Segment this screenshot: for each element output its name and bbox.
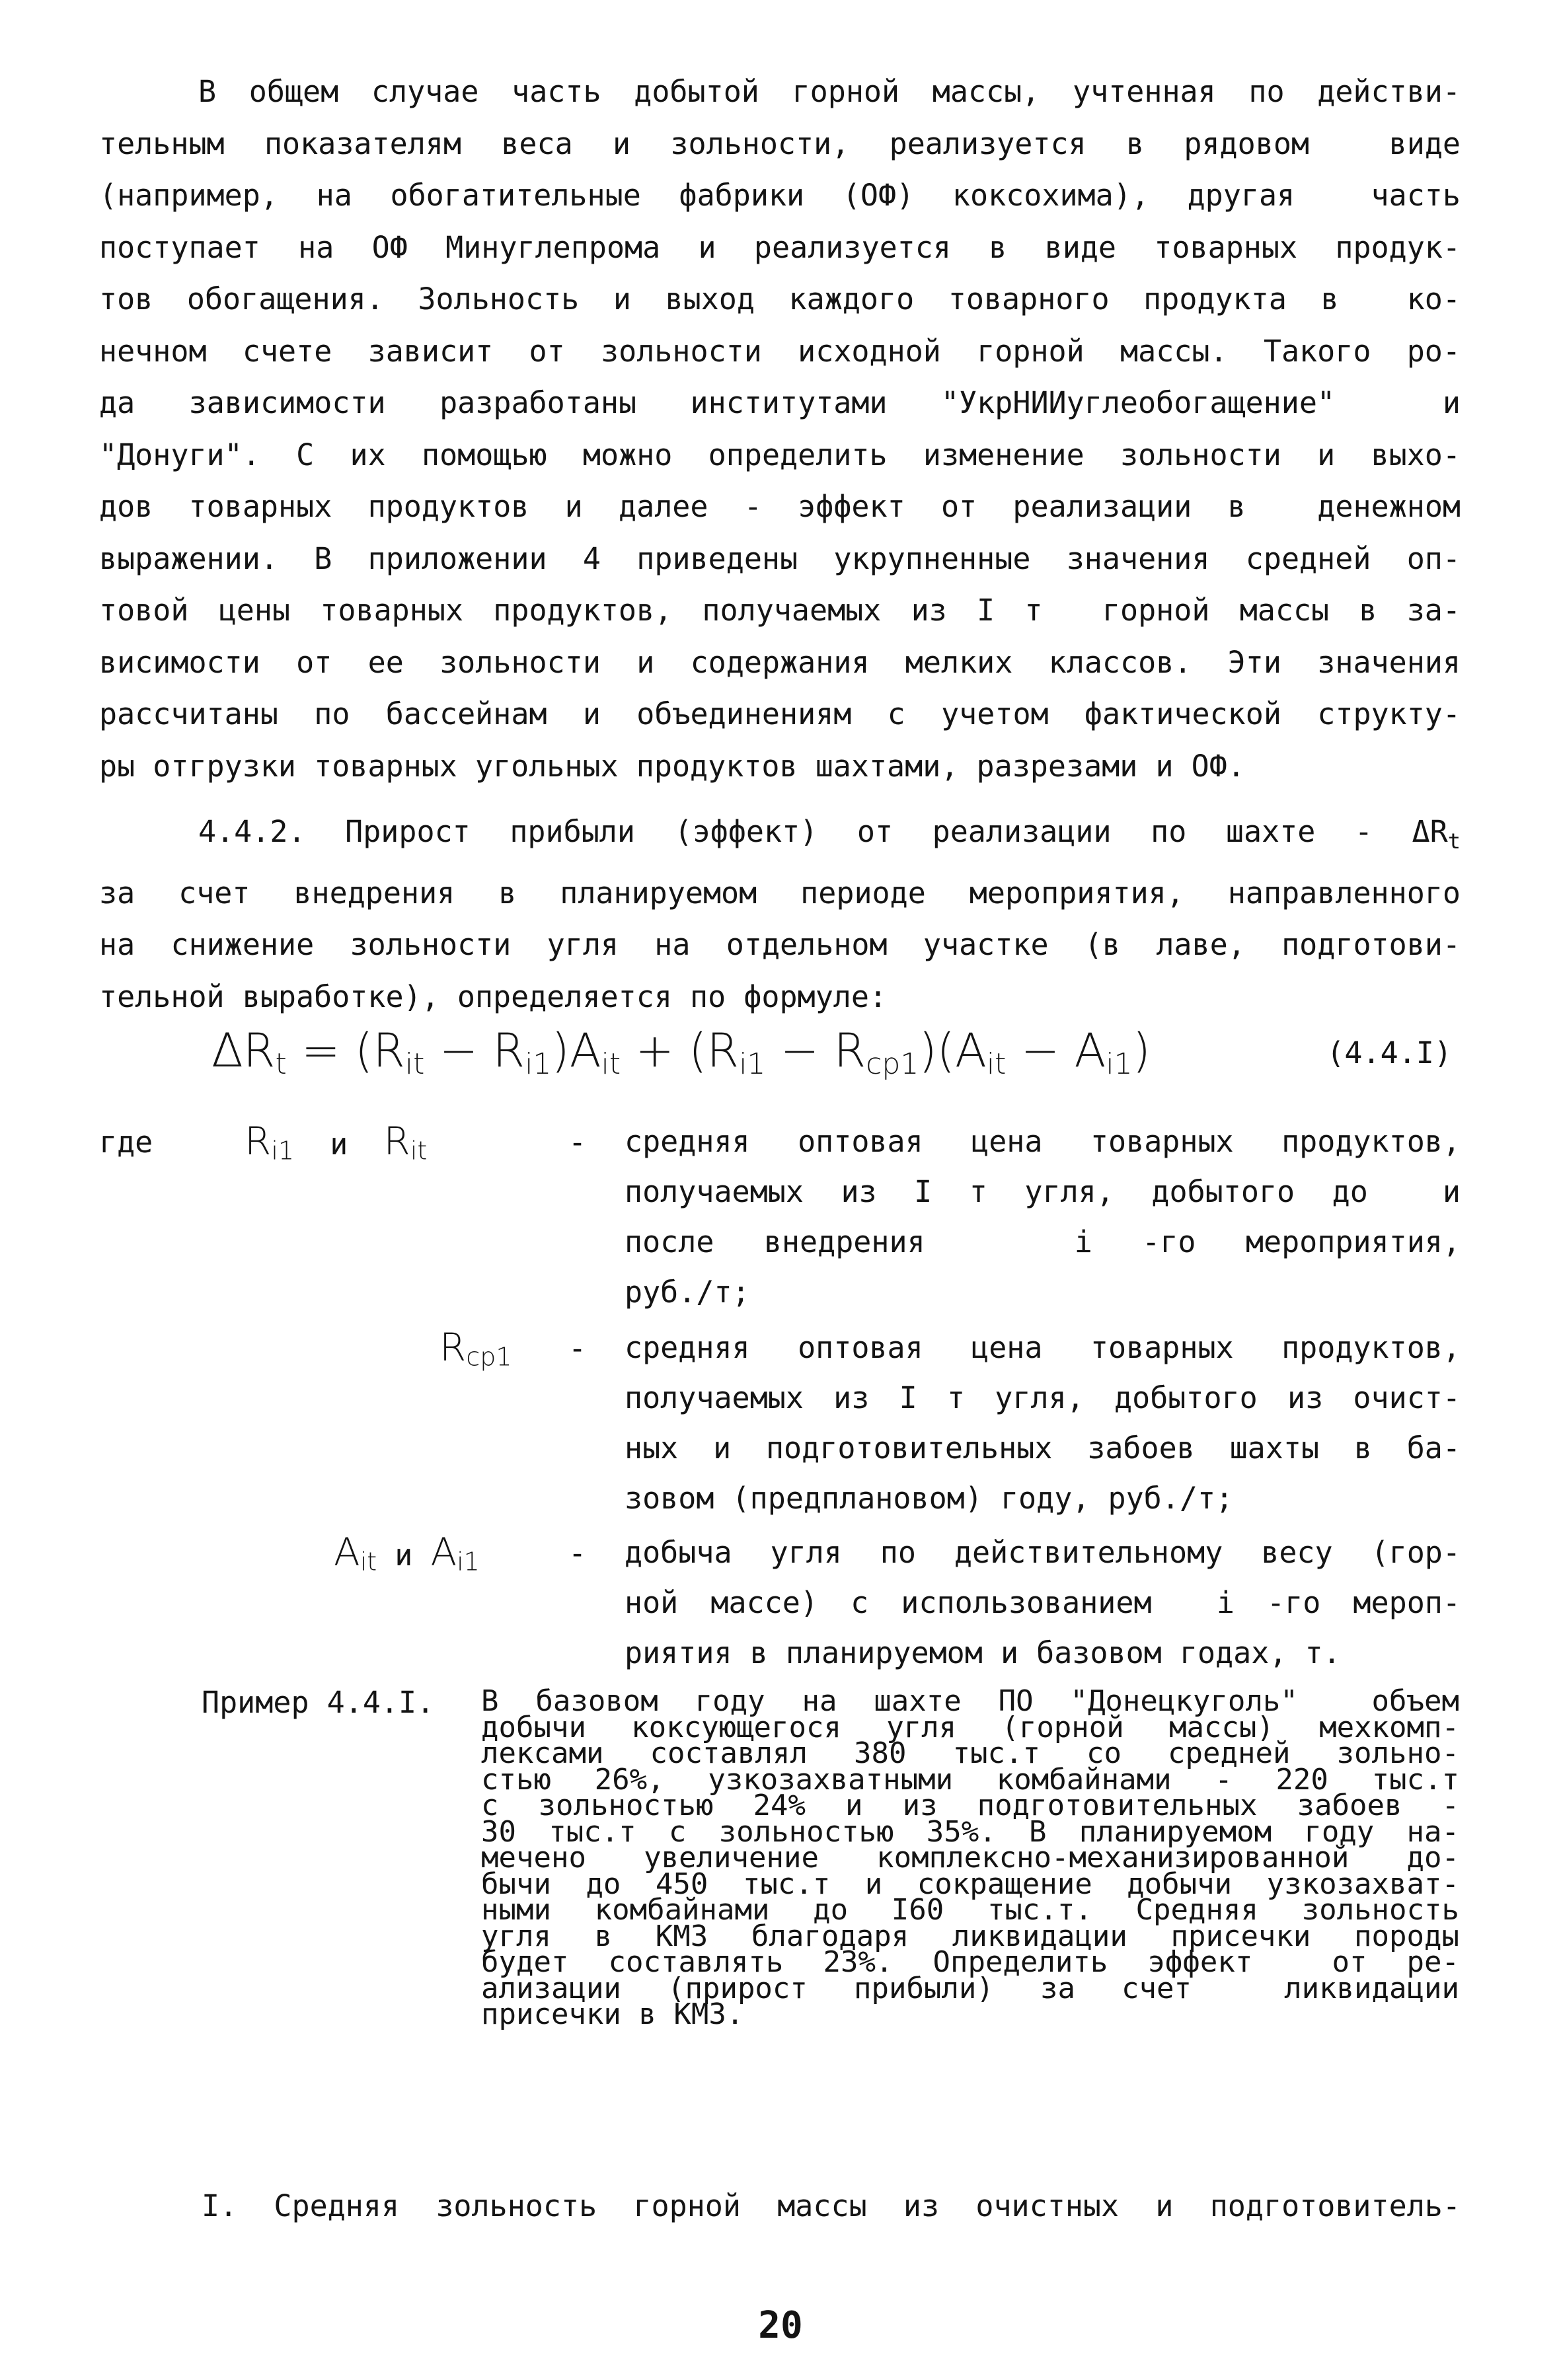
paragraph-line: (например, на обогатительные фабрики (ОФ) коксохима), другая часть [99,178,1461,213]
paragraph-line: висимости от ее зольности и содержания мелких классов. Эти значения [99,644,1461,680]
paragraph-line: за счет внедрения в планируемом периоде мероприятия, направленного [99,875,1461,911]
example-line: лексами составлял 380 тыс.т со средней зольно- [481,1736,1459,1770]
example-line: стью 26%, узкозахватными комбайнами - 220 тыс.т [481,1762,1459,1797]
definition-text [625,1117,1461,1318]
definition-symbol [334,1526,480,1588]
symbol-conjunction: и [377,1538,431,1573]
example-line: мечено увеличение комплексно-механизированной до- [481,1841,1459,1875]
definition-dash: - [568,1536,587,1571]
formula-subscript: it [404,1047,425,1081]
formula-subscript: i1 [739,1047,766,1081]
paragraph-line: тов обогащения. Зольность и выход каждого товарного продукта в ко- [99,281,1461,316]
subscript: t [1447,829,1461,854]
formula-subscript: i1 [1106,1047,1133,1081]
paragraph-line: рассчитаны по бассейнам и объединениям с учетом фактической структу- [99,696,1461,731]
paragraph-line: выражении. В приложении 4 приведены укрупненные значения средней оп- [99,540,1461,576]
formula-part: = (R [286,1023,405,1078]
formula-subscript: t [275,1047,287,1081]
example-line: В базовом году на шахте ПО "Донецкуголь" объем [481,1684,1459,1718]
definition-symbol [439,1321,512,1383]
symbol-subscript: ср1 [466,1342,512,1372]
formula-part: ) [1132,1023,1151,1078]
definition-line: средняя оптовая цена товарных продуктов, [625,1330,1461,1365]
definition-text [625,1528,1461,1678]
formula-4-4-1 [0,1014,1561,1087]
definition-text [625,1323,1461,1524]
paragraph-line: да зависимости разработаны институтами "УкрНИИуглеобогащение" и [99,385,1461,420]
example-line: добычи коксующегося угля (горной массы) мехкомп- [481,1710,1459,1744]
formula-subscript: it [986,1047,1007,1081]
formula-subscript: ср1 [866,1047,919,1081]
definition-line: ной массе) с использованием i -го мероп- [625,1585,1461,1620]
symbol-subscript: it [410,1136,428,1166]
example-line: ными комбайнами до I60 тыс.т. Средняя зольность [481,1893,1459,1927]
formula-part: − A [1006,1023,1106,1078]
paragraph-line [99,806,1461,868]
definition-dash: - [568,1125,587,1160]
paragraph-4-4-2 [99,806,1461,1023]
definition-line: риятия в планируемом и базовом годах, т. [625,1635,1341,1670]
definition-line: средняя оптовая цена товарных продуктов, [625,1124,1461,1159]
definition-line: добыча угля по действительному весу (гор- [625,1535,1461,1570]
example-line: бычи до 450 тыс.т и сокращение добычи узкозахват- [481,1867,1459,1901]
definition-line: получаемых из I т угля, добытого до и [625,1174,1461,1209]
definition-line: ных и подготовительных забоев шахты в ба- [625,1431,1461,1466]
example-label: Пример 4.4.I. [202,1685,435,1720]
formula-part: + (R [621,1023,740,1078]
symbol-subscript: i1 [271,1136,295,1166]
definition-line: получаемых из I т угля, добытого из очист- [625,1380,1461,1415]
paragraph-line: тельной выработке), определяется по формуле: [99,979,888,1014]
paragraph-line: В общем случае часть добытой горной массы, учтенная по действи- [198,74,1461,109]
paragraph-line: дов товарных продуктов и далее - эффект от реализации в денежном [99,489,1461,524]
paragraph-line-text: 4.4.2. Прирост прибыли (эффект) от реализации по шахте - ΔR [198,814,1448,849]
formula-part: − R [765,1023,866,1078]
symbol-letter: A [430,1530,457,1575]
formula-number: (4.4.I) [1326,1035,1452,1070]
step-1 [202,2180,1461,2232]
formula-subscript: it [601,1047,621,1081]
where-label: где [99,1125,153,1160]
symbol-subscript: i1 [457,1547,480,1577]
paragraph-line: нечном счете зависит от зольности исходной горной массы. Такого ро- [99,333,1461,369]
definition-line: после внедрения i -го мероприятия, [625,1224,1461,1259]
page-number: 20 [758,2304,803,2347]
example-line: с зольностью 24% и из подготовительных забоев - [481,1789,1459,1822]
paragraph-line: ры отгрузки товарных угольных продуктов шахтами, разрезами и ОФ. [99,748,1245,784]
formula-part: )(A [919,1023,987,1078]
formula-part: )A [551,1023,601,1078]
paragraph-line: тельным показателям веса и зольности, реализуется в рядовом виде [99,126,1461,161]
paragraph-line: поступает на ОФ Минуглепрома и реализуется в виде товарных продук- [99,229,1461,265]
example-line: 30 тыс.т с зольностью 35%. В планируемом году на- [481,1814,1459,1849]
definition-dash: - [568,1331,587,1366]
formula-expression [211,1014,1151,1101]
definition-line: зовом (предплановом) году, руб./т; [625,1481,1234,1516]
paragraph-line: на снижение зольности угля на отдельном участке (в лаве, подготови- [99,927,1461,962]
example-line: угля в КМЗ благодаря ликвидации присечки породы [481,1919,1459,1953]
symbol-letter: R [383,1119,410,1164]
definition-symbol [245,1115,427,1177]
formula-part: ΔR [211,1023,276,1078]
example-text [481,1684,1459,2031]
symbol-letter: A [334,1530,360,1575]
symbol-subscript: it [360,1547,377,1577]
example-line: будет составлять 23%. Определить эффект от ре- [481,1945,1459,1979]
symbol-letter: R [245,1119,272,1164]
step-line: I. Средняя зольность горной массы из очистных и подготовитель- [202,2188,1461,2223]
symbol-conjunction: и [294,1127,384,1162]
formula-subscript: i1 [525,1047,552,1081]
paragraph-line: товой цены товарных продуктов, получаемых из I т горной массы в за- [99,593,1461,628]
paragraph-line: "Донуги". С их помощью можно определить изменение зольности и выхо- [99,437,1461,472]
formula-part: − R [424,1023,525,1078]
example-line: ализации (прирост прибыли) за счет ликвидации [481,1971,1459,2005]
example-line: присечки в КМЗ. [481,1997,744,2031]
definition-line: руб./т; [625,1275,750,1310]
paragraph-intro [99,66,1461,792]
symbol-letter: R [439,1325,467,1370]
